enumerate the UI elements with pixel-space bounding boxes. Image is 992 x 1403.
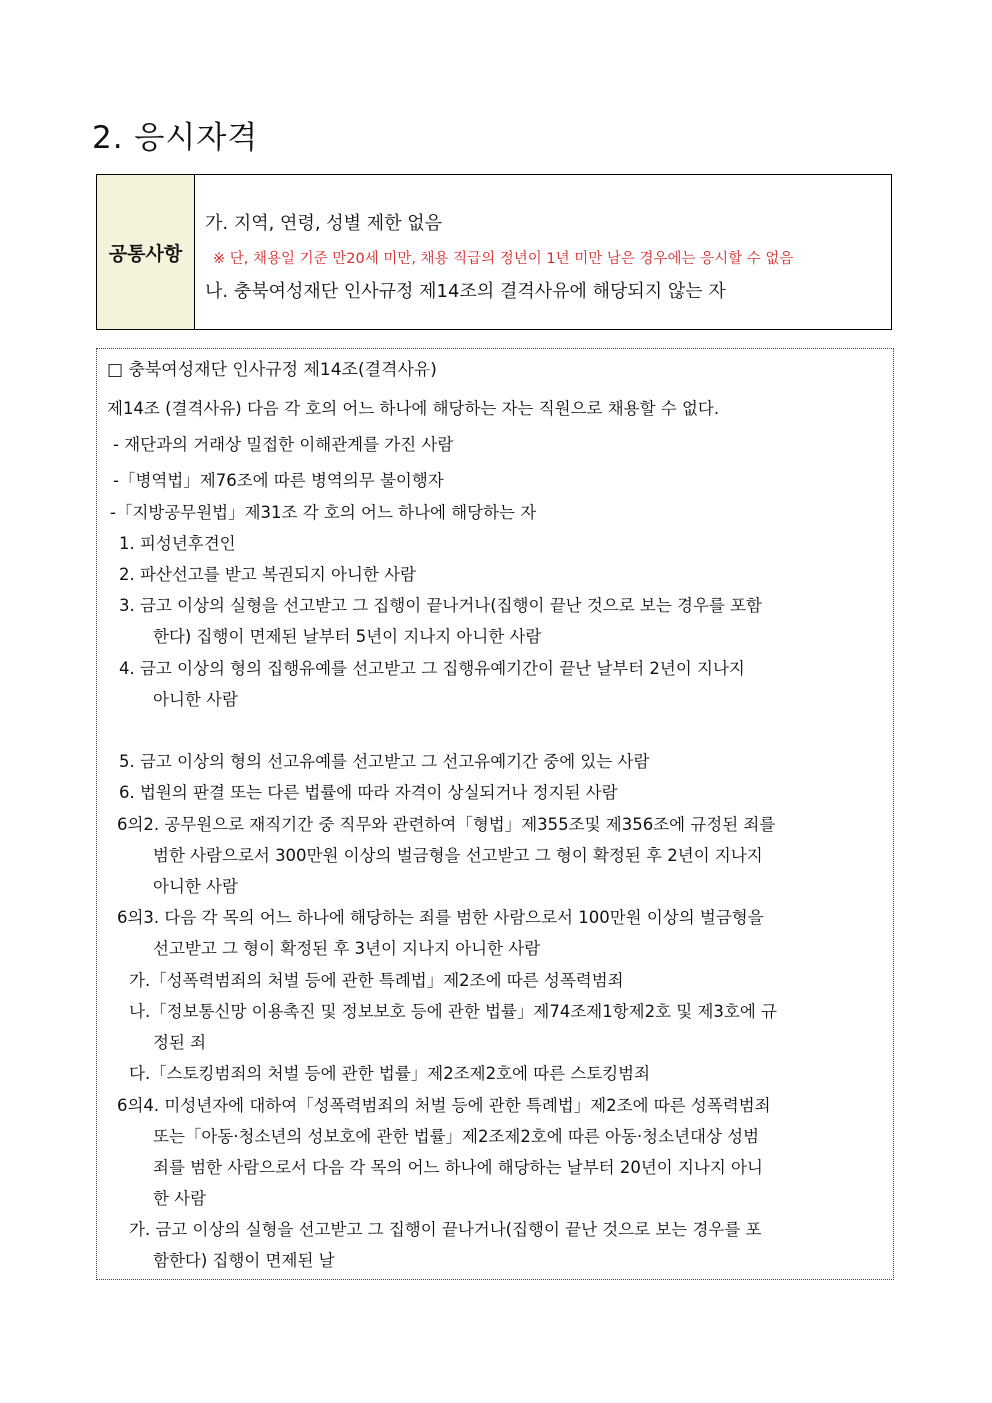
rules-line: 2. 파산선고를 받고 복권되지 아니한 사람 [119,565,416,584]
disqualification-rules-box [96,348,894,1280]
rules-line: 나.「정보통신망 이용촉진 및 정보보호 등에 관한 법률」제74조제1항제2호 및 제3호에 규 [129,1002,777,1021]
rules-line: 6의4. 미성년자에 대하여「성폭력범죄의 처벌 등에 관한 특례법」제2조에 따른 성폭력범죄 [117,1096,771,1115]
rules-line: -「병역법」제76조에 따른 병역의무 불이행자 [113,471,444,490]
rules-line: -「지방공무원법」제31조 각 호의 어느 하나에 해당하는 자 [110,503,537,522]
rules-line: 6의3. 다음 각 목의 어느 하나에 해당하는 죄를 범한 사람으로서 100만원 이상의 벌금형을 [117,908,764,927]
rules-line: 범한 사람으로서 300만원 이상의 벌금형을 선고받고 그 형이 확정된 후 2년이 지나지 [153,846,763,865]
section-heading: 2. 응시자격 [92,120,259,156]
requirement-item-a: 가. 지역, 연령, 성별 제한 없음 [205,213,443,234]
requirement-note: ※ 단, 채용일 기준 만20세 미만, 채용 직급의 정년이 1년 미만 남은 경우에는 응시할 수 없음 [213,251,794,267]
rules-line: 제14조 (결격사유) 다음 각 호의 어느 하나에 해당하는 자는 직원으로 채용할 수 없다. [107,399,720,418]
rules-line: 아니한 사람 [153,877,238,896]
rules-line: 한 사람 [153,1189,207,1208]
rules-line: 1. 피성년후견인 [119,534,236,553]
rules-line: 가. 금고 이상의 실형을 선고받고 그 집행이 끝나거나(집행이 끝난 것으로 보는 경우를 포 [129,1220,762,1239]
rules-line: 3. 금고 이상의 실형을 선고받고 그 집행이 끝나거나(집행이 끝난 것으로 보는 경우를 포함 [119,596,762,615]
common-requirements-body [195,175,891,329]
rules-title: □ 충북여성재단 인사규정 제14조(결격사유) [107,360,437,380]
rules-line: 5. 금고 이상의 형의 선고유예를 선고받고 그 선고유예기간 중에 있는 사람 [119,752,650,771]
rules-line: 함한다) 집행이 면제된 날 [153,1251,335,1270]
rules-line: 아니한 사람 [153,690,238,709]
rules-line: 한다) 집행이 면제된 날부터 5년이 지나지 아니한 사람 [153,627,542,646]
rules-line: 죄를 범한 사람으로서 다음 각 목의 어느 하나에 해당하는 날부터 20년이 지나지 아니 [153,1158,763,1177]
rules-line: 6의2. 공무원으로 재직기간 중 직무와 관련하여「형법」제355조및 제356조에 규정된 죄를 [117,815,776,834]
rules-line: 선고받고 그 형이 확정된 후 3년이 지나지 아니한 사람 [153,939,541,958]
common-requirements-label: 공통사항 [97,175,195,329]
rules-line: 6. 법원의 판결 또는 다른 법률에 따라 자격이 상실되거나 정지된 사람 [119,783,618,802]
requirement-item-b: 나. 충북여성재단 인사규정 제14조의 결격사유에 해당되지 않는 자 [205,281,726,302]
rules-line: 정된 죄 [153,1033,207,1052]
rules-line: 또는「아동·청소년의 성보호에 관한 법률」제2조제2호에 따른 아동·청소년대상 성범 [153,1127,760,1146]
common-requirements-table [96,174,892,330]
rules-line: 가.「성폭력범죄의 처벌 등에 관한 특례법」제2조에 따른 성폭력범죄 [129,971,624,990]
rules-line: - 재단과의 거래상 밀접한 이해관계를 가진 사람 [113,435,454,454]
rules-line: 다.「스토킹범죄의 처벌 등에 관한 법률」제2조제2호에 따른 스토킹범죄 [129,1064,651,1083]
rules-line: 4. 금고 이상의 형의 집행유예를 선고받고 그 집행유예기간이 끝난 날부터 2년이 지나지 [119,659,745,678]
